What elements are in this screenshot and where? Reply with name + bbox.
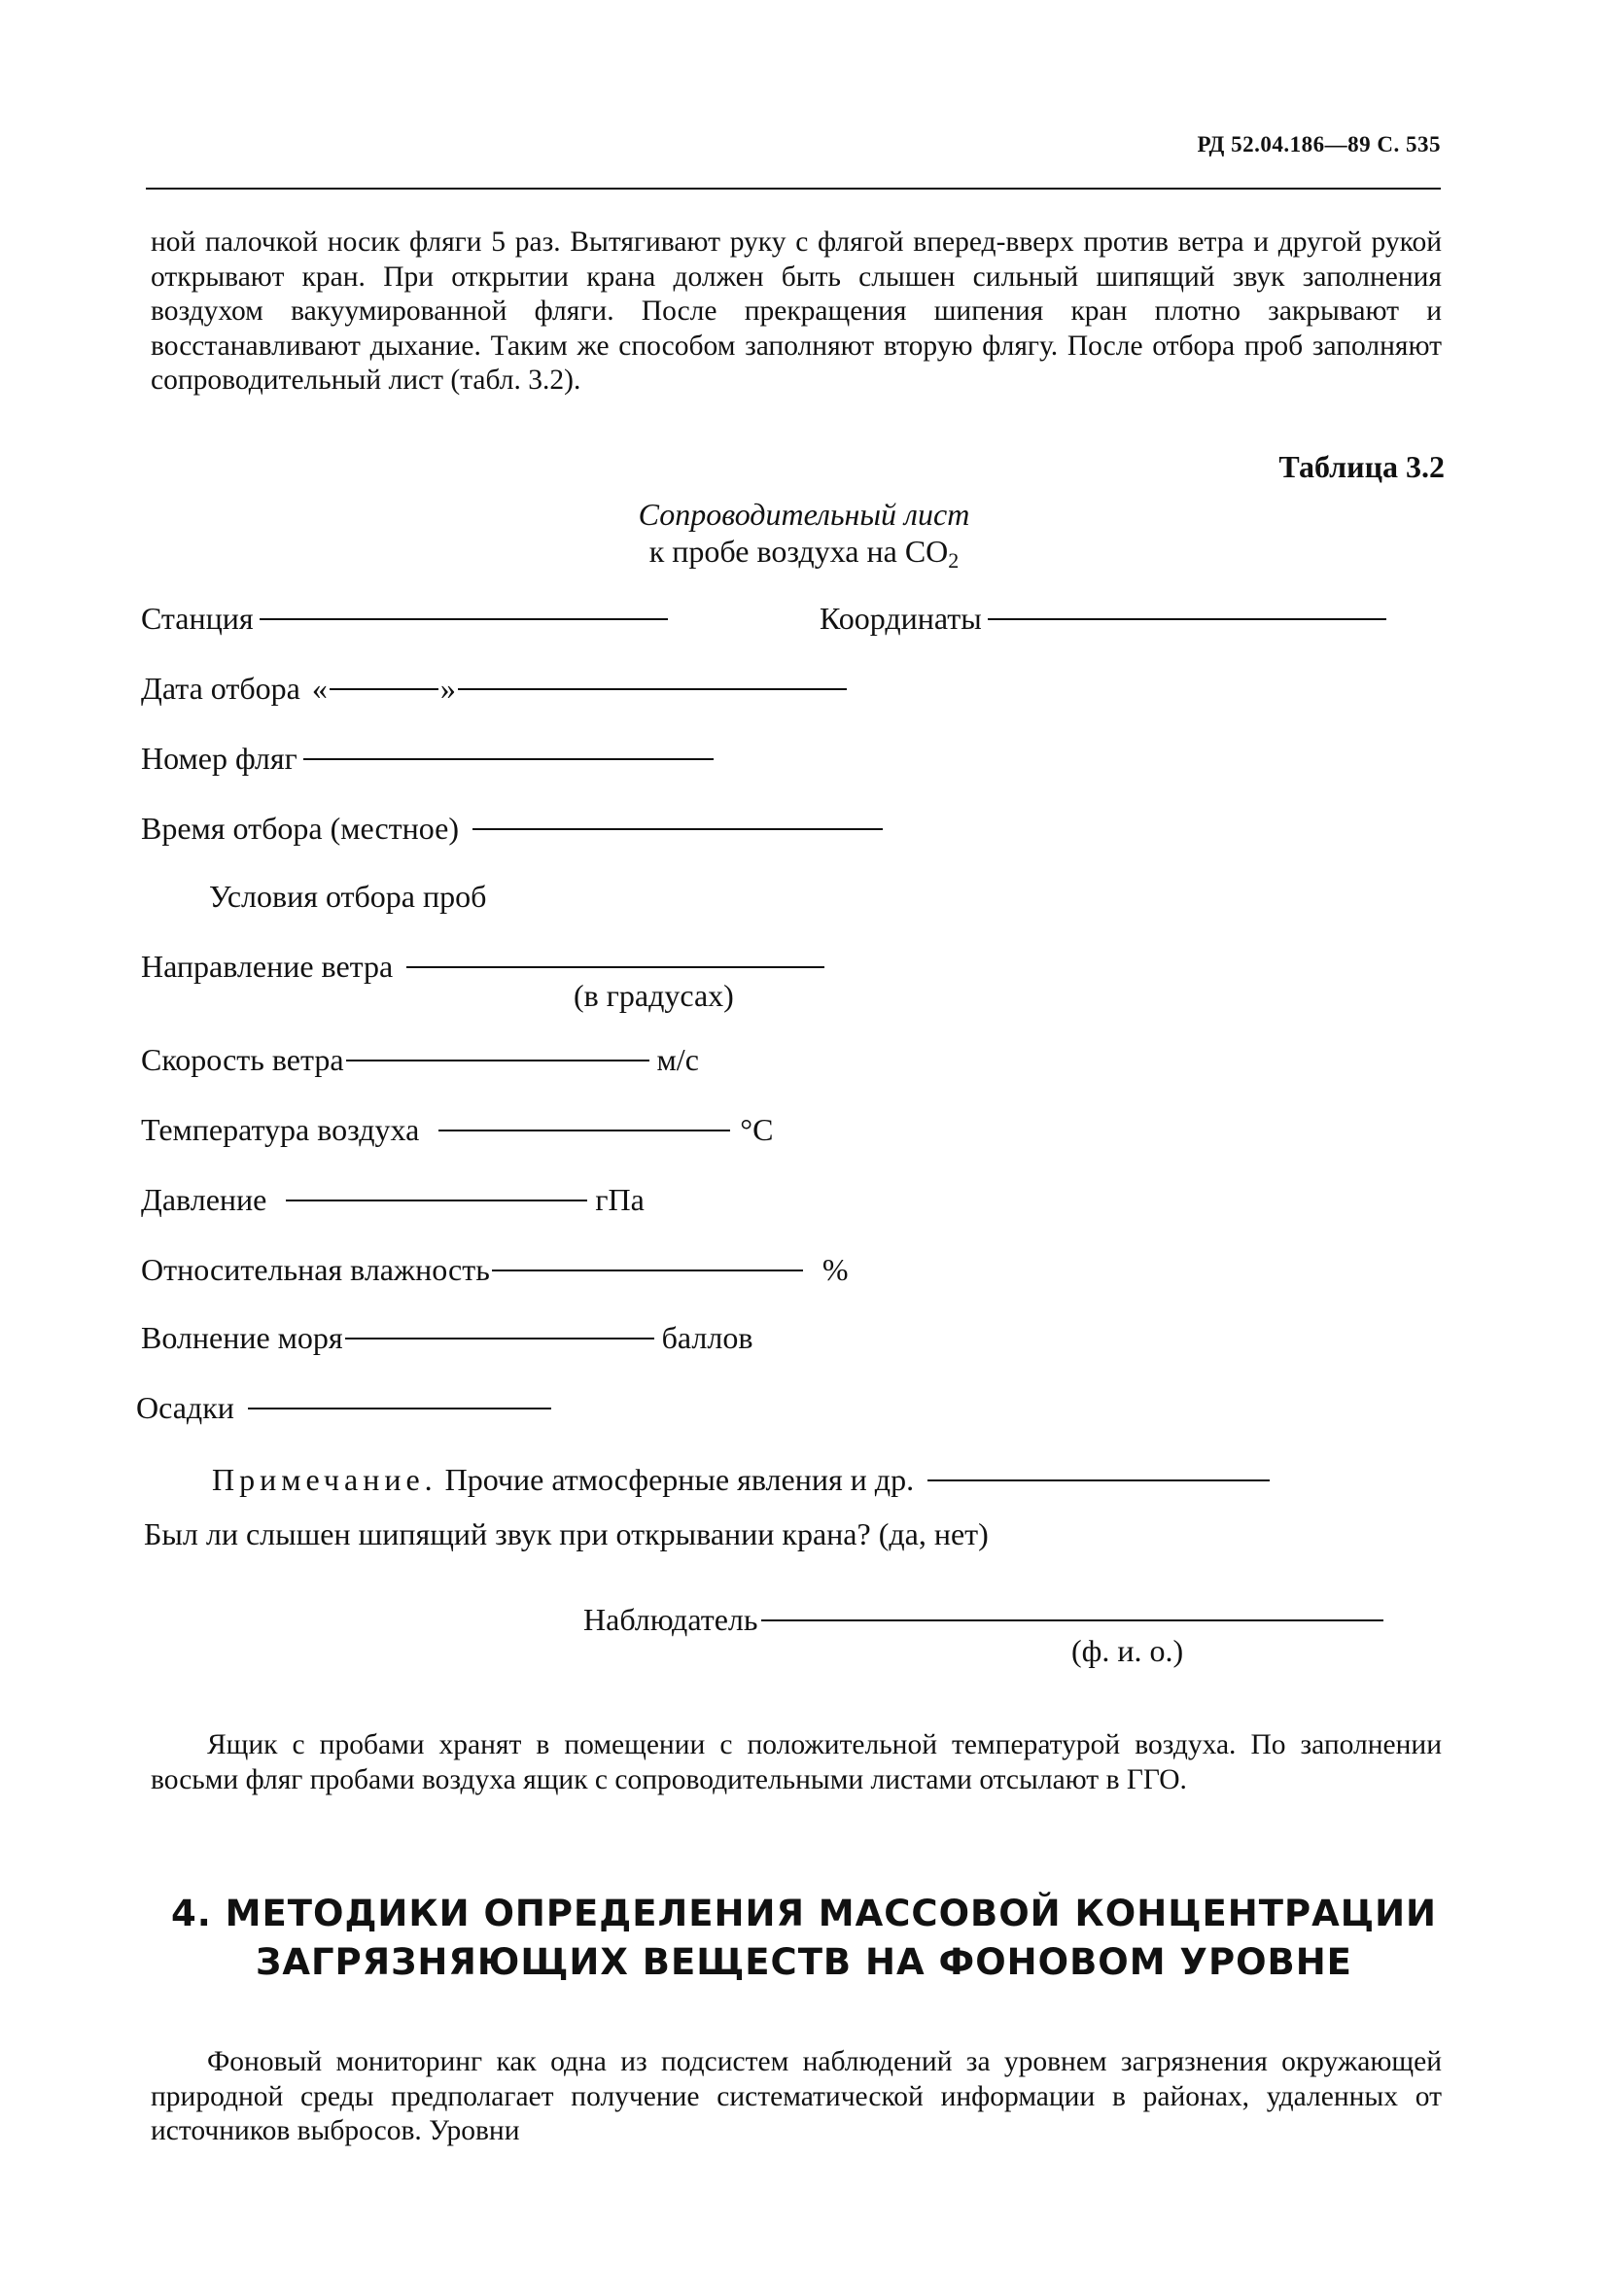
form-subtitle: к пробе воздуха на $CO_2$ — [648, 534, 960, 573]
time-field[interactable]: Время отбора (местное) — [141, 811, 889, 847]
coordinates-line — [988, 618, 1386, 620]
flask-number-line — [303, 758, 714, 760]
note-label: Примечание. — [212, 1462, 437, 1497]
header-rule — [146, 188, 1441, 190]
station-line — [260, 618, 668, 620]
section-heading-line-1: 4. МЕТОДИКИ ОПРЕДЕЛЕНИЯ МАССОВОЙ КОНЦЕНТРАЦИИ — [170, 1893, 1438, 1934]
coordinates-field[interactable]: Координаты — [820, 601, 1392, 637]
table-label: Таблица 3.2 — [1278, 449, 1445, 484]
intro-paragraph: ной палочкой носик фляги 5 раз. Вытягивают руку с флягой вперед-вверх против ветра и другой рукой открывают кран. При открытии крана должен быть слышен сильный шипящий звук заполнения воздухом вакуумированной фляги. После прекращения шипения кран плотно закрывают и восстанавливают дыхание. Таким же способом заполняют вторую флягу. После отбора проб заполняют сопроводительный лист (табл. 3.2). — [151, 226, 1442, 396]
flask-number-field[interactable]: Номер фляг — [141, 741, 719, 777]
humidity-field[interactable]: Относительная влажность % — [141, 1252, 849, 1287]
sea-state-field[interactable]: Волнение моря баллов — [141, 1320, 753, 1355]
storage-paragraph: Ящик с пробами хранят в помещении с положительной температурой воздуха. По заполнении восьми фляг пробами воздуха ящик с сопроводительными листами отсылают в ГГО. — [151, 1729, 1442, 1795]
pressure-line — [286, 1200, 587, 1201]
observer-line — [761, 1619, 1383, 1621]
date-month-line — [458, 688, 847, 690]
precipitation-field[interactable]: Осадки — [136, 1390, 557, 1426]
form-title: Сопроводительный лист — [638, 497, 970, 532]
note-line — [927, 1479, 1270, 1481]
humidity-line — [492, 1270, 803, 1271]
wind-direction-line — [406, 966, 824, 968]
wind-speed-line — [346, 1060, 649, 1061]
section-heading-line-2: ЗАГРЯЗНЯЮЩИХ ВЕЩЕСТВ НА ФОНОВОМ УРОВНЕ — [256, 1941, 1352, 1983]
conditions-heading: Условия отбора проб — [209, 879, 487, 914]
hiss-question: Был ли слышен шипящий звук при открывании крана? (да, нет) — [144, 1516, 989, 1551]
closing-paragraph: Фоновый мониторинг как одна из подсистем наблюдений за уровнем загрязнения окружающей природной среды предполагает получение систематической информации в районах, удаленных от источников выбросов. Уровни — [151, 2046, 1442, 2146]
page-reference: РД 52.04.186—89 С. 535 — [1197, 132, 1441, 157]
date-field[interactable]: Дата отбора « » — [141, 671, 849, 707]
observer-caption: (ф. и. о.) — [1071, 1633, 1184, 1668]
pressure-field[interactable]: Давление гПа — [141, 1182, 645, 1217]
wind-direction-field[interactable]: Направление ветра — [141, 949, 830, 985]
form-title-block — [0, 496, 1608, 579]
air-temp-line — [438, 1130, 730, 1131]
sea-state-line — [345, 1338, 654, 1339]
note-field[interactable]: Примечание. Прочие атмосферные явления и др. — [212, 1462, 1276, 1498]
time-line — [472, 828, 883, 830]
precipitation-line — [248, 1408, 551, 1409]
section-heading — [0, 1890, 1608, 1987]
station-field[interactable]: Станция — [141, 601, 674, 637]
date-day-line — [330, 688, 438, 690]
wind-speed-field[interactable]: Скорость ветра м/с — [141, 1042, 699, 1077]
observer-field[interactable]: Наблюдатель — [583, 1602, 1389, 1638]
wind-direction-unit: (в градусах) — [574, 978, 734, 1013]
air-temp-field[interactable]: Температура воздуха °C — [141, 1112, 774, 1147]
